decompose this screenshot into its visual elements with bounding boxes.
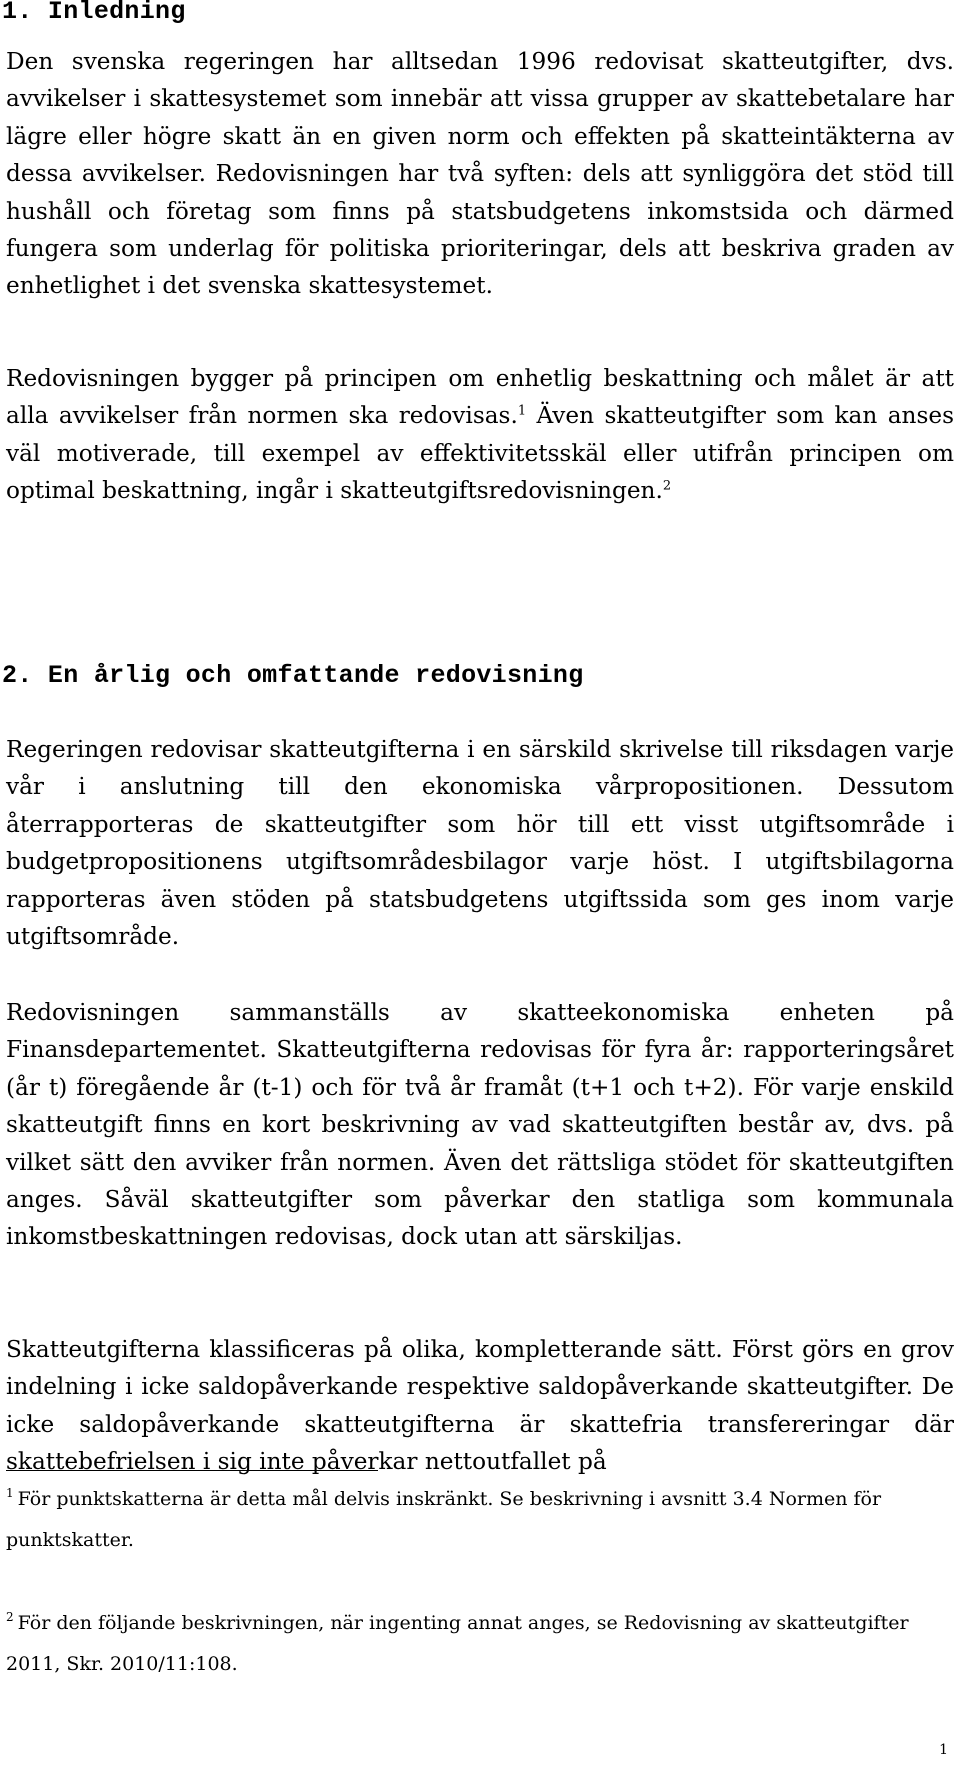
footnote-mark: 2 [6, 1610, 14, 1624]
section-1-heading: 1. Inledning [2, 0, 186, 26]
footnote-ref-1: 1 [517, 403, 527, 419]
paragraph-text: Redovisningen bygger på principen om enhetlig beskattning och målet är att alla avvikelser från normen ska redovisas. [6, 365, 954, 430]
section-2-heading: 2. En årlig och omfattande redovisning [2, 661, 584, 690]
footnote-ref-2: 2 [662, 478, 672, 494]
footnote-text: För punktskatterna är detta mål delvis inskränkt. Se beskrivning i avsnitt 3.4 Normen för punktskatter. [6, 1488, 882, 1551]
footnote-2 [6, 1603, 946, 1685]
footnote-1 [6, 1479, 946, 1561]
section-2-paragraph-1: Regeringen redovisar skatteutgifterna i en särskild skrivelse till riksdagen varje vår i anslutning till den ekonomiska vårpropositionen. Dessutom återrapporteras de skatteutgifter som hör till ett visst utgiftsområde i budgetpropositionens utgiftsområdesbilagor varje höst. I utgiftsbilagorna rapporteras även stöden på statsbudgetens utgiftssida som ges inom varje utgiftsområde. [6, 736, 954, 951]
section-1-paragraph-2 [6, 360, 954, 510]
section-1-paragraph-1: Den svenska regeringen har alltsedan 1996 redovisat skatteutgifter, dvs. avvikelser i skattesystemet som innebär att vissa grupper av skattebetalare har lägre eller högre skatt än en given norm och effekten på skatteintäkterna av dessa avvikelser. Redovisningen har två syften: dels att synliggöra det stöd till hushåll och företag som finns på statsbudgetens inkomstsida och därmed fungera som underlag för politiska prioriteringar, dels att beskriva graden av enhetlighet i det svenska skattesystemet. [6, 48, 954, 300]
footnote-mark: 1 [6, 1486, 14, 1500]
paragraph-text: Även skatteutgifter som kan anses väl motiverade, till exempel av effektivitetsskäl eller utifrån principen om optimal beskattning, ingår i skatteutgiftsredovisningen. [6, 402, 954, 505]
footnote-separator [6, 1470, 378, 1471]
section-2-paragraph-3: Skatteutgifterna klassificeras på olika, kompletterande sätt. Först görs en grov indelning i icke saldopåverkande respektive saldopåverkande skatteutgifter. De icke saldopåverkande skatteutgifterna är skattefria transfereringar där skattebefrielsen i sig inte påverkar nettoutfallet på [6, 1336, 954, 1476]
section-2-paragraph-2: Redovisningen sammanställs av skatteekonomiska enheten på Finansdepartementet. Skatteutgifterna redovisas för fyra år: rapporteringsåret (år t) föregående år (t-1) och för två år framåt (t+1 och t+2). För varje enskild skatteutgift finns en kort beskrivning av vad skatteutgiften består av, dvs. på vilket sätt den avviker från normen. Även det rättsliga stödet för skatteutgiften anges. Såväl skatteutgifter som påverkar den statliga som kommunala inkomstbeskattningen redovisas, dock utan att särskiljas. [6, 999, 954, 1251]
page-number: 1 [939, 1742, 948, 1758]
footnote-text: För den följande beskrivningen, när ingenting annat anges, se Redovisning av skatteutgifter 2011, Skr. 2010/11:108. [6, 1612, 909, 1675]
